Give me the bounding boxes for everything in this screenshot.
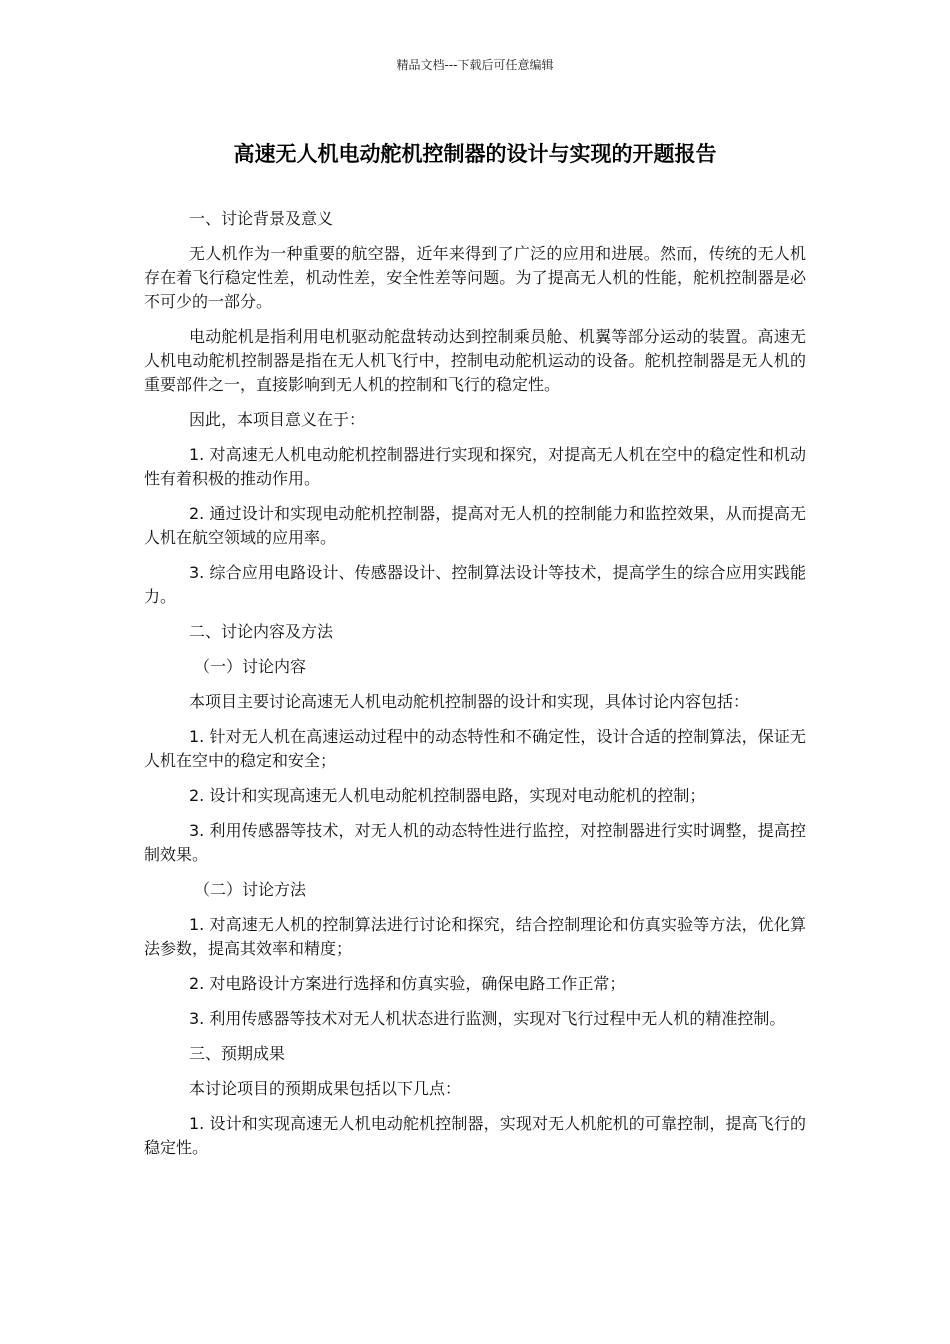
paragraph: 无人机作为一种重要的航空器，近年来得到了广泛的应用和进展。然而，传统的无人机存在着飞行稳定性差，机动性差，安全性差等问题。为了提高无人机的性能，舵机控制器是必不可少的一部分。 [144,244,806,311]
section-heading-content-methods: 二、讨论内容及方法 [189,622,334,641]
paragraph: 因此，本项目意义在于： [189,410,366,429]
document-title: 高速无人机电动舵机控制器的设计与实现的开题报告 [233,142,717,166]
paragraph: 本项目主要讨论高速无人机电动舵机控制器的设计和实现，具体讨论内容包括： [189,692,750,711]
paragraph: 电动舵机是指利用电机驱动舵盘转动达到控制乘员舱、机翼等部分运动的装置。高速无人机电动舵机控制器是指在无人机飞行中，控制电动舵机运动的设备。舵机控制器是无人机的重要部件之一，直接影响到无人机的控制和飞行的稳定性。 [144,327,806,394]
paragraph: 本讨论项目的预期成果包括以下几点： [189,1079,462,1098]
list-item: 1. 对高速无人机的控制算法进行讨论和探究，结合控制理论和仿真实验等方法，优化算法参数，提高其效率和精度； [144,915,806,958]
list-item: 1. 对高速无人机电动舵机控制器进行实现和探究，对提高无人机在空中的稳定性和机动性有着积极的推动作用。 [144,445,806,488]
list-item: 2. 对电路设计方案进行选择和仿真实验，确保电路工作正常； [189,974,626,993]
list-item: 1. 针对无人机在高速运动过程中的动态特性和不确定性，设计合适的控制算法，保证无人机在空中的稳定和安全； [144,727,806,770]
list-item: 3. 利用传感器等技术对无人机状态进行监测，实现对飞行过程中无人机的精准控制。 [189,1009,786,1028]
section-heading-expected-results: 三、预期成果 [189,1044,286,1063]
page-header: 精品文档---下载后可任意编辑 [396,58,554,72]
list-item: 3. 综合应用电路设计、传感器设计、控制算法设计等技术，提高学生的综合应用实践能力。 [144,563,806,606]
document-body [144,207,806,1171]
subsection-heading-methods: （二）讨论方法 [194,880,307,899]
list-item: 2. 通过设计和实现电动舵机控制器，提高对无人机的控制能力和监控效果，从而提高无人机在航空领域的应用率。 [144,504,806,547]
subsection-heading-content: （一）讨论内容 [194,657,307,676]
list-item: 3. 利用传感器等技术，对无人机的动态特性进行监控，对控制器进行实时调整，提高控制效果。 [144,821,806,864]
list-item: 2. 设计和实现高速无人机电动舵机控制器电路，实现对电动舵机的控制； [189,786,706,805]
section-heading-background: 一、讨论背景及意义 [189,209,334,228]
list-item: 1. 设计和实现高速无人机电动舵机控制器，实现对无人机舵机的可靠控制，提高飞行的稳定性。 [144,1114,806,1157]
